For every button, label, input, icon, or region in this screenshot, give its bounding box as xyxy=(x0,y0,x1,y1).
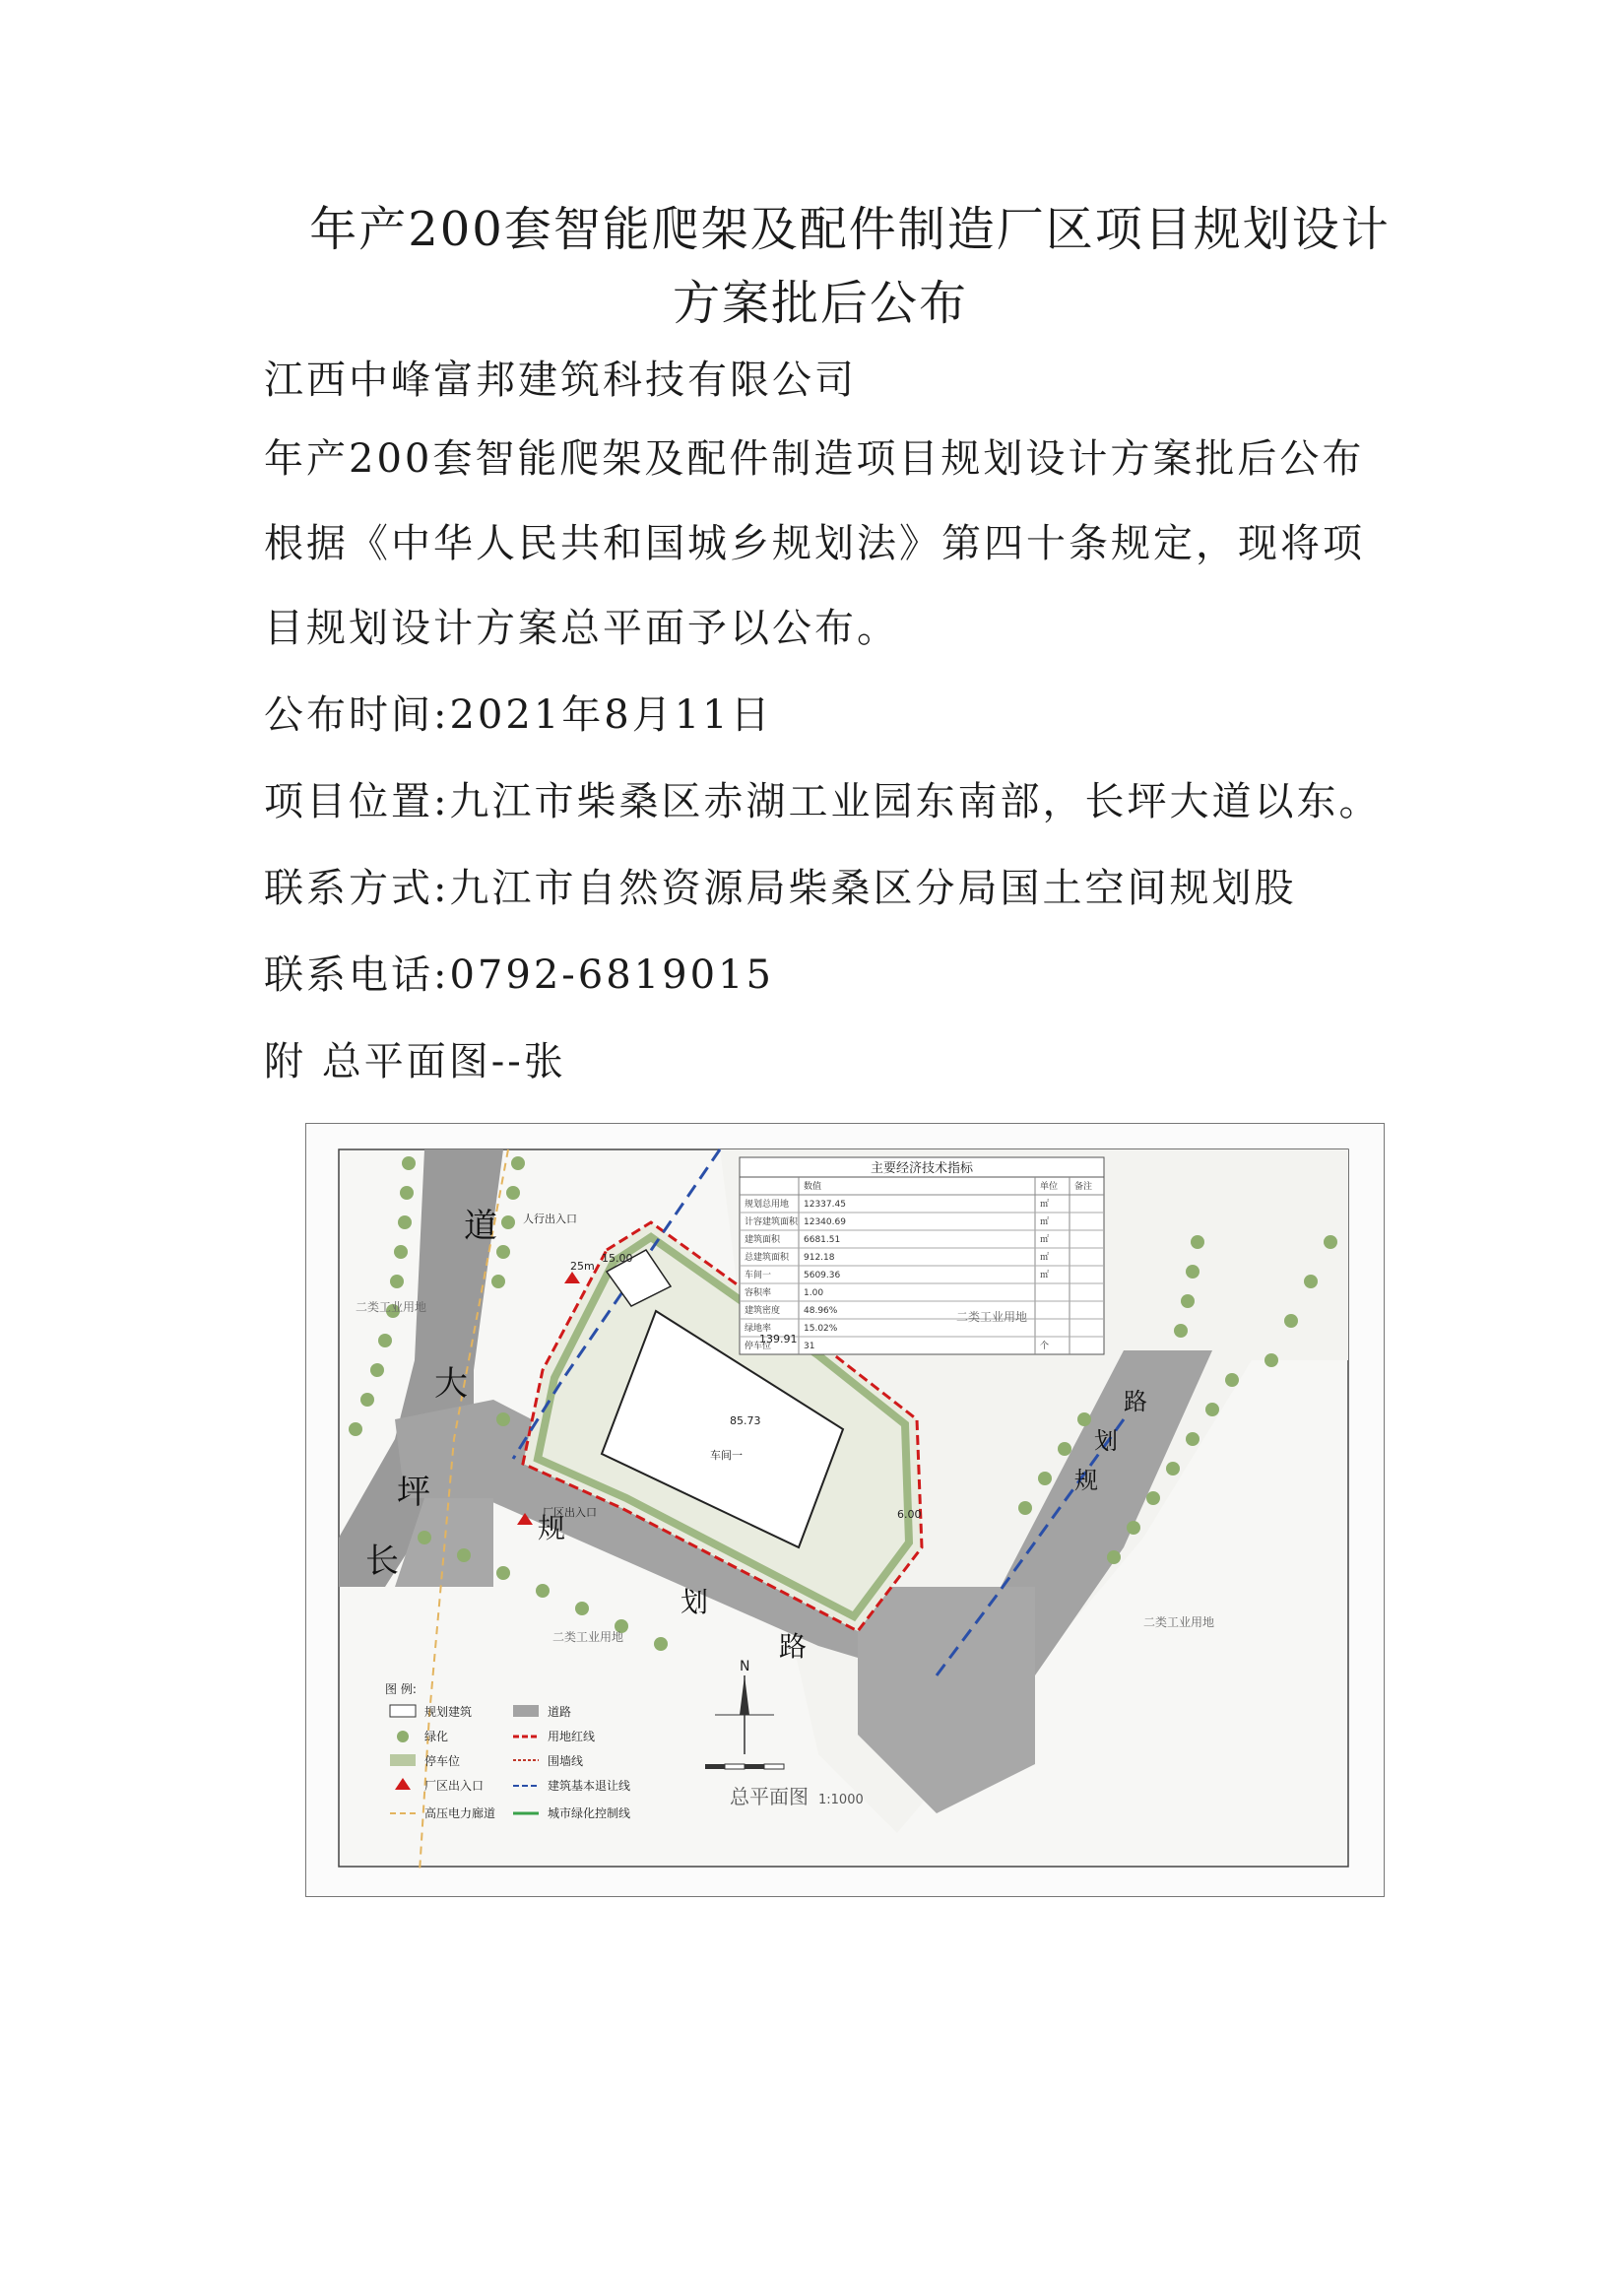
land-label-4: 二类工业用地 xyxy=(1143,1615,1215,1629)
table-cell: ㎡ xyxy=(1040,1200,1050,1210)
plan-title: 总平面图 xyxy=(730,1785,809,1808)
dim-139-91: 139.91 xyxy=(759,1333,798,1345)
legend-item-3: 停车位 xyxy=(424,1754,461,1768)
road-planned-1-char-1: 规 xyxy=(538,1512,566,1544)
legend-item-5: 高压电力廊道 xyxy=(424,1806,496,1820)
table-cell: 12337.45 xyxy=(804,1200,846,1210)
land-label-1: 二类工业用地 xyxy=(356,1300,427,1314)
legend-item-2: 绿化 xyxy=(424,1730,449,1743)
legend-title: 图 例: xyxy=(385,1682,417,1696)
road-planned-2-char-1: 规 xyxy=(1074,1467,1098,1494)
table-cell: ㎡ xyxy=(1040,1235,1050,1245)
plan-scale: 1:1000 xyxy=(818,1793,864,1807)
table-cell: 31 xyxy=(804,1342,815,1351)
contact-phone: 联系电话:0792-6819015 xyxy=(264,952,774,998)
table-header-cell: 备注 xyxy=(1074,1182,1093,1192)
road-planned-1-char-2: 划 xyxy=(681,1586,709,1618)
road-changping-char-1: 长 xyxy=(365,1542,399,1581)
entrance-label-1: 人行出入口 xyxy=(523,1213,577,1225)
legend-item-7: 用地红线 xyxy=(548,1730,596,1743)
legend-item-9: 建筑基本退让线 xyxy=(548,1779,631,1793)
table-cell: 停车位 xyxy=(745,1342,772,1351)
table-cell: 1.00 xyxy=(804,1288,824,1298)
dim-85-73: 85.73 xyxy=(730,1414,761,1427)
road-changping-char-4: 道 xyxy=(464,1207,497,1246)
table-cell: 12340.69 xyxy=(804,1217,846,1227)
doc-title-line1: 年产200套智能爬架及配件制造厂区项目规划设计 xyxy=(309,202,1391,257)
contact-info: 联系方式:九江市自然资源局柴桑区分局国土空间规划股 xyxy=(264,866,1297,911)
table-cell: 48.96% xyxy=(804,1306,838,1316)
table-cell: ㎡ xyxy=(1040,1271,1050,1280)
table-cell: 绿地率 xyxy=(745,1324,772,1334)
road-changping-char-3: 大 xyxy=(434,1364,468,1404)
site-plan-drawing xyxy=(305,1123,1385,1897)
entrance-label-2: 厂区出入口 xyxy=(543,1506,597,1519)
road-planned-1-char-3: 路 xyxy=(779,1630,808,1663)
table-cell: 车间一 xyxy=(745,1271,772,1280)
table-cell: ㎡ xyxy=(1040,1253,1050,1263)
road-planned-2-char-3: 路 xyxy=(1124,1388,1147,1415)
road-planned-2-char-2: 划 xyxy=(1094,1427,1118,1455)
publish-time: 公布时间:2021年8月11日 xyxy=(264,692,773,738)
legend-item-10: 城市绿化控制线 xyxy=(548,1806,631,1820)
tech-index-table xyxy=(740,1157,1104,1354)
north-label: N xyxy=(740,1659,750,1674)
legend-item-4: 厂区出入口 xyxy=(424,1779,485,1793)
building-label: 车间一 xyxy=(710,1449,743,1462)
dim-15-00: 15.00 xyxy=(602,1252,633,1265)
table-cell: 容积率 xyxy=(745,1288,772,1298)
table-cell: 规划总用地 xyxy=(745,1200,790,1210)
table-cell: 计容建筑面积 xyxy=(745,1217,799,1227)
table-header-cell: 单位 xyxy=(1040,1182,1059,1192)
legend-item-8: 围墙线 xyxy=(548,1754,584,1768)
table-title: 主要经济技术指标 xyxy=(870,1161,974,1176)
project-line: 年产200套智能爬架及配件制造项目规划设计方案批后公布 xyxy=(264,436,1365,482)
table-cell: 总建筑面积 xyxy=(745,1253,790,1263)
land-label-3: 二类工业用地 xyxy=(552,1630,624,1644)
table-cell: 15.02% xyxy=(804,1324,838,1334)
doc-title-line2: 方案批后公布 xyxy=(672,276,968,331)
basis-line-2: 目规划设计方案总平面予以公布。 xyxy=(264,606,899,651)
table-cell: 个 xyxy=(1040,1342,1050,1351)
table-cell: 6681.51 xyxy=(804,1235,841,1245)
legend-item-1: 规划建筑 xyxy=(424,1705,473,1719)
dim-25m: 25m xyxy=(570,1260,595,1273)
attachment-note: 附 总平面图--张 xyxy=(264,1039,566,1084)
land-label-2: 二类工业用地 xyxy=(956,1310,1028,1324)
table-cell: 912.18 xyxy=(804,1253,835,1263)
company-name: 江西中峰富邦建筑科技有限公司 xyxy=(264,358,857,403)
basis-line-1: 根据《中华人民共和国城乡规划法》第四十条规定，现将项 xyxy=(264,521,1365,566)
table-cell: 5609.36 xyxy=(804,1271,841,1280)
table-header-cell: 数值 xyxy=(804,1182,822,1192)
road-changping-char-2: 坪 xyxy=(397,1473,430,1512)
table-cell: 建筑密度 xyxy=(745,1306,781,1316)
legend-item-6: 道路 xyxy=(548,1705,572,1719)
dim-6-00: 6.00 xyxy=(897,1508,922,1521)
table-cell: 建筑面积 xyxy=(745,1235,781,1245)
project-location: 项目位置:九江市柴桑区赤湖工业园东南部，长坪大道以东。 xyxy=(264,779,1382,824)
table-cell: ㎡ xyxy=(1040,1217,1050,1227)
